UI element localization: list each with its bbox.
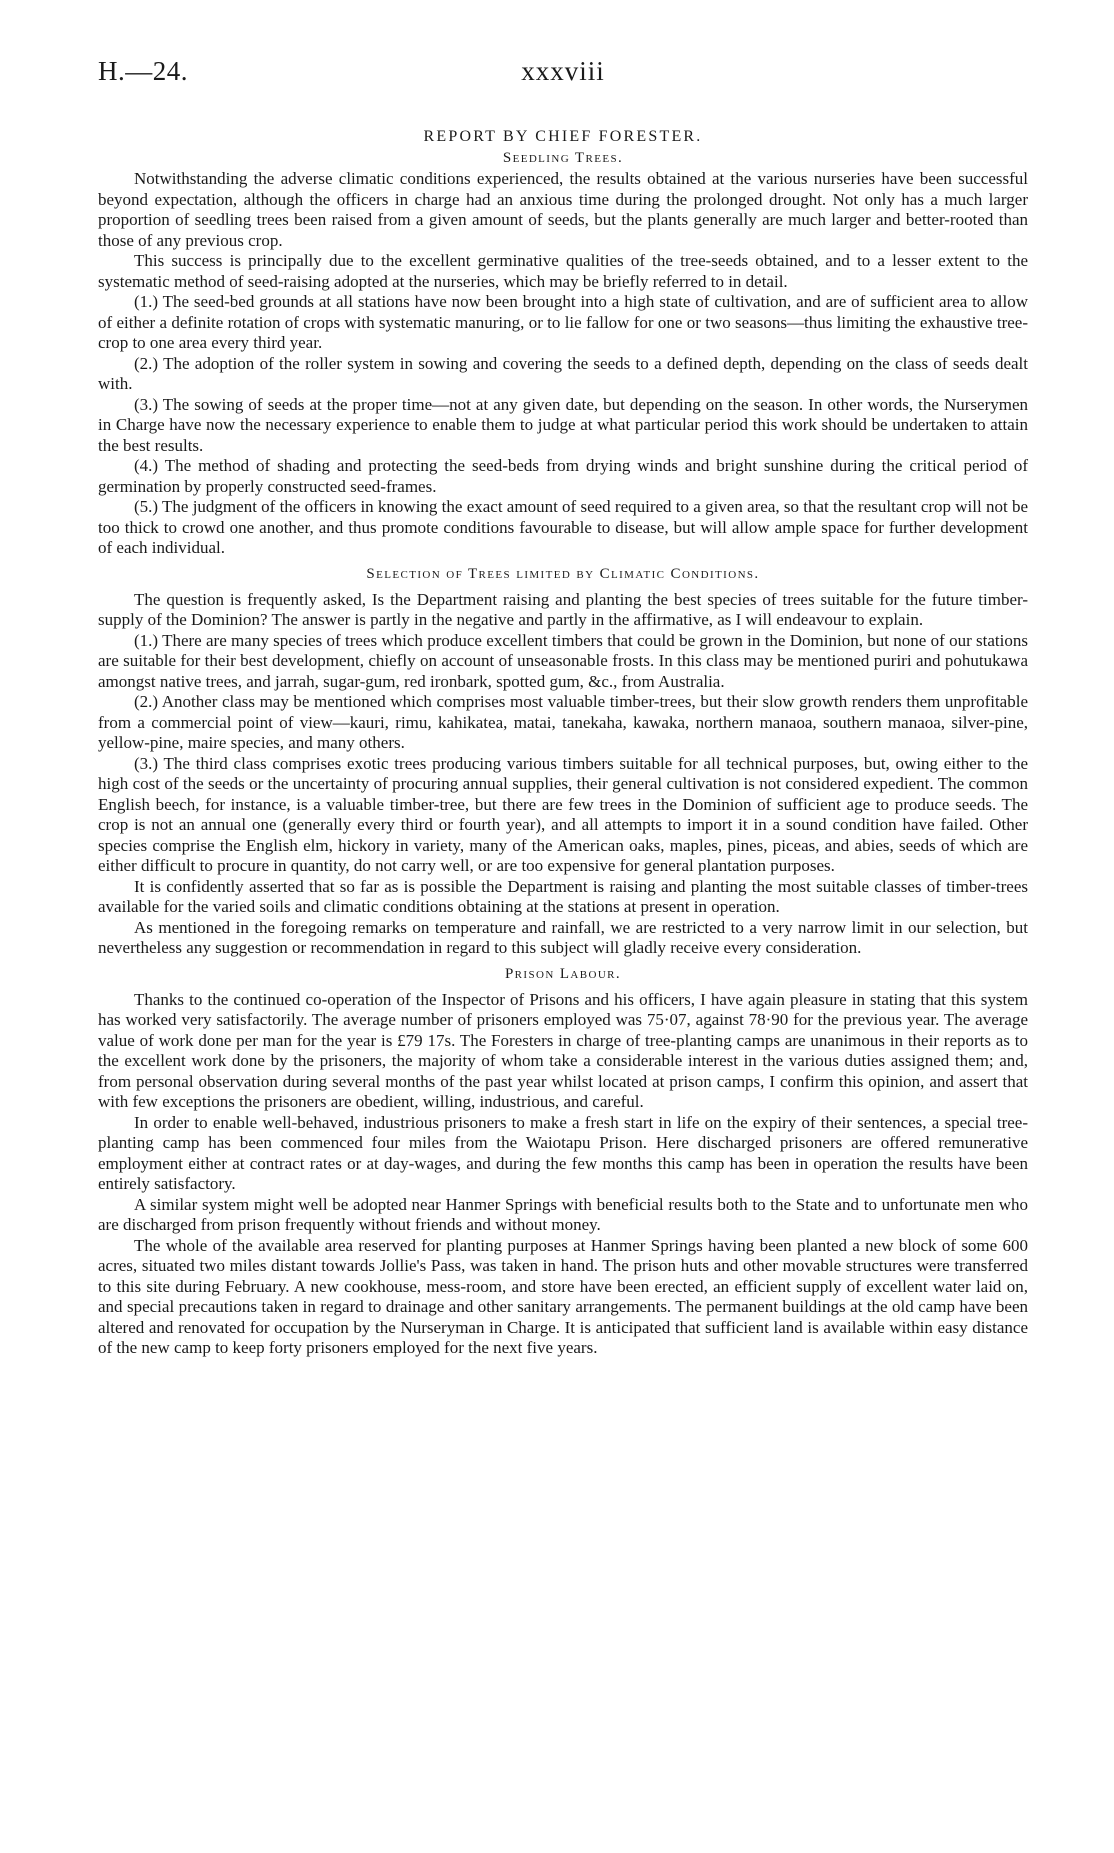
section-heading-selection-of-trees: Selection of Trees limited by Climatic Conditions. <box>366 565 760 582</box>
page-header <box>98 52 1028 92</box>
paragraph: (4.) The method of shading and protecting the seed-beds from drying winds and bright sunshine during the critical period of germination by properly constructed seed-frames. <box>98 456 1028 496</box>
section-heading-seedling-trees: Seedling Trees. <box>502 150 624 166</box>
page-number: xxxviii <box>521 56 605 86</box>
paragraph: This success is principally due to the excellent germinative qualities of the tree-seeds obtained, and to a lesser extent to the systematic method of seed-raising adopted at the nurseries, which may be briefly referred to in detail. <box>98 251 1028 291</box>
paragraph: Notwithstanding the adverse climatic conditions experienced, the results obtained at the various nurseries have been successful beyond expectation, although the officers in charge had an anxious time during the prolonged drought. Not only has a much larger proportion of seedling trees been raised from a given amount of seeds, but the plants generally are much larger and better-rooted than those of any previous crop. <box>98 169 1028 250</box>
paragraph: (5.) The judgment of the officers in knowing the exact amount of seed required to a given area, so that the resultant crop will not be too thick to crowd one another, and thus promote conditions favourable to disease, but will allow ample space for further development of each individual. <box>98 497 1028 557</box>
paragraph: (1.) The seed-bed grounds at all stations have now been brought into a high state of cultivation, and are of sufficient area to allow of either a definite rotation of crops with systematic manuring, or to lie fallow for one or two seasons—thus limiting the exhaustive tree-crop to one area every third year. <box>98 292 1028 352</box>
paragraph: It is confidently asserted that so far as is possible the Department is raising and planting the most suitable classes of timber-trees available for the varied soils and climatic conditions obtaining at the stations at present in operation. <box>98 876 1028 916</box>
paragraph: Thanks to the continued co-operation of the Inspector of Prisons and his officers, I have again pleasure in stating that this system has worked very satisfactorily. The average number of prisoners employed was 75·07, against 78·90 for the previous year. The average value of work done per man for the year is £79 17s. The Foresters in charge of tree-planting camps are unanimous in their reports as to the excellent work done by the prisoners, the majority of whom take a considerable interest in the various duties assigned them; and, from personal observation during several months of the past year whilst located at prison camps, I confirm this opinion, and assert that with few exceptions the prisoners are obedient, willing, industrious, and careful. <box>98 989 1028 1111</box>
paragraph: The whole of the available area reserved for planting purposes at Hanmer Springs having been planted a new block of some 600 acres, situated two miles distant towards Jollie's Pass, was taken in hand. The prison huts and other movable structures were transferred to this site during February. A new cookhouse, mess-room, and store have been erected, an efficient supply of excellent water laid on, and special precautions taken in regard to drainage and other sanitary arrangements. The permanent buildings at the old camp have been altered and renovated for occupation by the Nurseryman in Charge. It is anticipated that sufficient land is available within easy distance of the new camp to keep forty prisoners employed for the next five years. <box>98 1235 1028 1357</box>
paragraph: The question is frequently asked, Is the Department raising and planting the best species of trees suitable for the future timber-supply of the Dominion? The answer is partly in the negative and partly in the affirmative, as I will endeavour to explain. <box>98 589 1028 629</box>
paragraph: (2.) Another class may be mentioned which comprises most valuable timber-trees, but their slow growth renders them unprofitable from a commercial point of view—kauri, rimu, kahikatea, matai, tanekaha, kawaka, northern manaoa, southern manaoa, silver-pine, yellow-pine, maire species, and many others. <box>98 692 1028 752</box>
paragraph: As mentioned in the foregoing remarks on temperature and rainfall, we are restricted to a very narrow limit in our selection, but nevertheless any suggestion or recommendation in regard to this subject will gladly receive every consideration. <box>98 917 1028 957</box>
paragraph: A similar system might well be adopted near Hanmer Springs with beneficial results both to the State and to unfortunate men who are discharged from prison frequently without friends and without money. <box>98 1194 1028 1234</box>
report-reference: H.—24. <box>98 56 188 86</box>
paragraph: (3.) The sowing of seeds at the proper time—not at any given date, but depending on the season. In other words, the Nurserymen in Charge have now the necessary experience to enable them to judge at what particular period this work should be undertaken to attain the best results. <box>98 394 1028 455</box>
section-heading-prison-labour: Prison Labour. <box>504 965 622 982</box>
paragraph: (1.) There are many species of trees which produce excellent timbers that could be grown in the Dominion, but none of our stations are suitable for their best development, chiefly on account of unseasonable frosts. In this class may be mentioned puriri and pohutukawa amongst native trees, and jarrah, sugar-gum, red ironbark, spotted gum, &c., from Australia. <box>98 630 1028 691</box>
report-title: REPORT BY CHIEF FORESTER. <box>423 128 703 145</box>
paragraph: (2.) The adoption of the roller system in sowing and covering the seeds to a defined depth, depending on the class of seeds dealt with. <box>98 353 1028 393</box>
paragraph: In order to enable well-behaved, industrious prisoners to make a fresh start in life on the expiry of their sentences, a special tree-planting camp has been commenced four miles from the Waiotapu Prison. Here discharged prisoners are offered remunerative employment either at contract rates or at day-wages, and during the few months this camp has been in operation the results have been entirely satisfactory. <box>98 1112 1028 1193</box>
paragraph: (3.) The third class comprises exotic trees producing various timbers suitable for all technical purposes, but, owing either to the high cost of the seeds or the uncertainty of procuring annual supplies, their general cultivation is not considered expedient. The common English beech, for instance, is a valuable timber-tree, but there are few trees in the Dominion of sufficient age to produce seeds. The crop is not an annual one (generally every third or fourth year), and all attempts to import it in a sound condition have failed. Other species comprise the English elm, hickory in variety, many of the American oaks, maples, pines, piceas, and abies, seeds of which are either difficult to procure in quantity, do not carry well, or are too expensive for general plantation purposes. <box>98 753 1028 875</box>
